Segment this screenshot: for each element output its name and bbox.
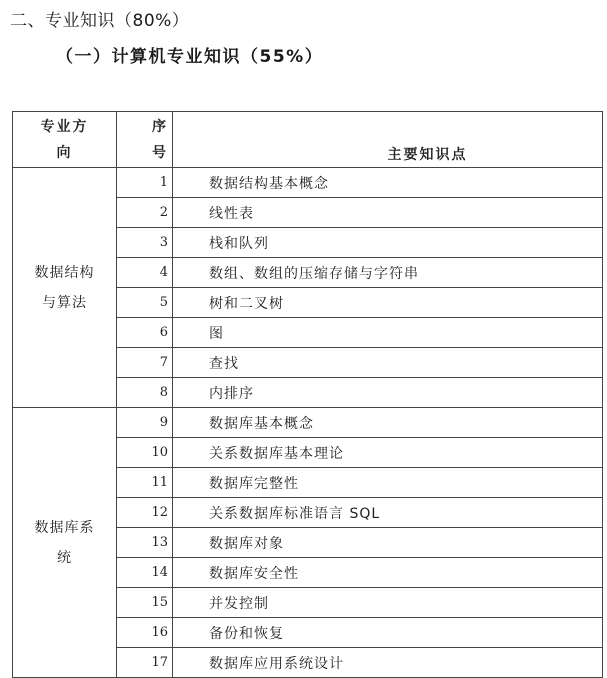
seq-number: 1 xyxy=(117,168,173,198)
knowledge-point: 数据库完整性 xyxy=(173,468,603,498)
knowledge-point: 数据库应用系统设计 xyxy=(173,648,603,678)
header-direction-line-2: 向 xyxy=(56,144,73,161)
knowledge-point: 树和二叉树 xyxy=(173,288,603,318)
knowledge-point: 线性表 xyxy=(173,198,603,228)
table-row xyxy=(13,168,603,198)
seq-number: 3 xyxy=(117,228,173,258)
seq-number: 15 xyxy=(117,588,173,618)
knowledge-point: 查找 xyxy=(173,348,603,378)
seq-number: 17 xyxy=(117,648,173,678)
seq-number: 13 xyxy=(117,528,173,558)
direction-line: 与算法 xyxy=(42,294,87,311)
seq-number: 9 xyxy=(117,408,173,438)
table-row xyxy=(13,408,603,438)
direction-cell xyxy=(13,168,117,408)
seq-number: 10 xyxy=(117,438,173,468)
knowledge-point: 数据库对象 xyxy=(173,528,603,558)
header-main: 主要知识点 xyxy=(173,112,603,168)
seq-number: 12 xyxy=(117,498,173,528)
section-heading: 二、专业知识（80%） xyxy=(10,11,190,31)
header-seq-line-1: 序 xyxy=(152,118,168,135)
knowledge-table-body xyxy=(13,112,603,678)
direction-cell xyxy=(13,408,117,678)
knowledge-point: 关系数据库基本理论 xyxy=(173,438,603,468)
knowledge-point: 栈和队列 xyxy=(173,228,603,258)
knowledge-point: 内排序 xyxy=(173,378,603,408)
header-direction-line-1: 专业方 xyxy=(40,118,89,135)
seq-number: 16 xyxy=(117,618,173,648)
header-seq-line-2: 号 xyxy=(152,144,168,161)
knowledge-point: 数据库基本概念 xyxy=(173,408,603,438)
knowledge-point: 关系数据库标准语言 SQL xyxy=(173,498,603,528)
knowledge-point: 数组、数组的压缩存储与字符串 xyxy=(173,258,603,288)
direction-line: 统 xyxy=(57,549,72,566)
knowledge-point: 数据库安全性 xyxy=(173,558,603,588)
seq-number: 8 xyxy=(117,378,173,408)
seq-number: 11 xyxy=(117,468,173,498)
knowledge-point: 数据结构基本概念 xyxy=(173,168,603,198)
seq-number: 6 xyxy=(117,318,173,348)
seq-number: 4 xyxy=(117,258,173,288)
seq-number: 5 xyxy=(117,288,173,318)
seq-number: 7 xyxy=(117,348,173,378)
direction-line: 数据结构 xyxy=(34,264,95,281)
knowledge-table xyxy=(12,111,603,678)
direction-line: 数据库系 xyxy=(34,519,95,536)
knowledge-point: 备份和恢复 xyxy=(173,618,603,648)
table-header-row xyxy=(13,112,603,168)
header-seq xyxy=(117,112,173,168)
knowledge-point: 图 xyxy=(173,318,603,348)
seq-number: 2 xyxy=(117,198,173,228)
seq-number: 14 xyxy=(117,558,173,588)
subsection-heading: （一）计算机专业知识（55%） xyxy=(56,47,324,67)
knowledge-point: 并发控制 xyxy=(173,588,603,618)
header-direction xyxy=(13,112,117,168)
